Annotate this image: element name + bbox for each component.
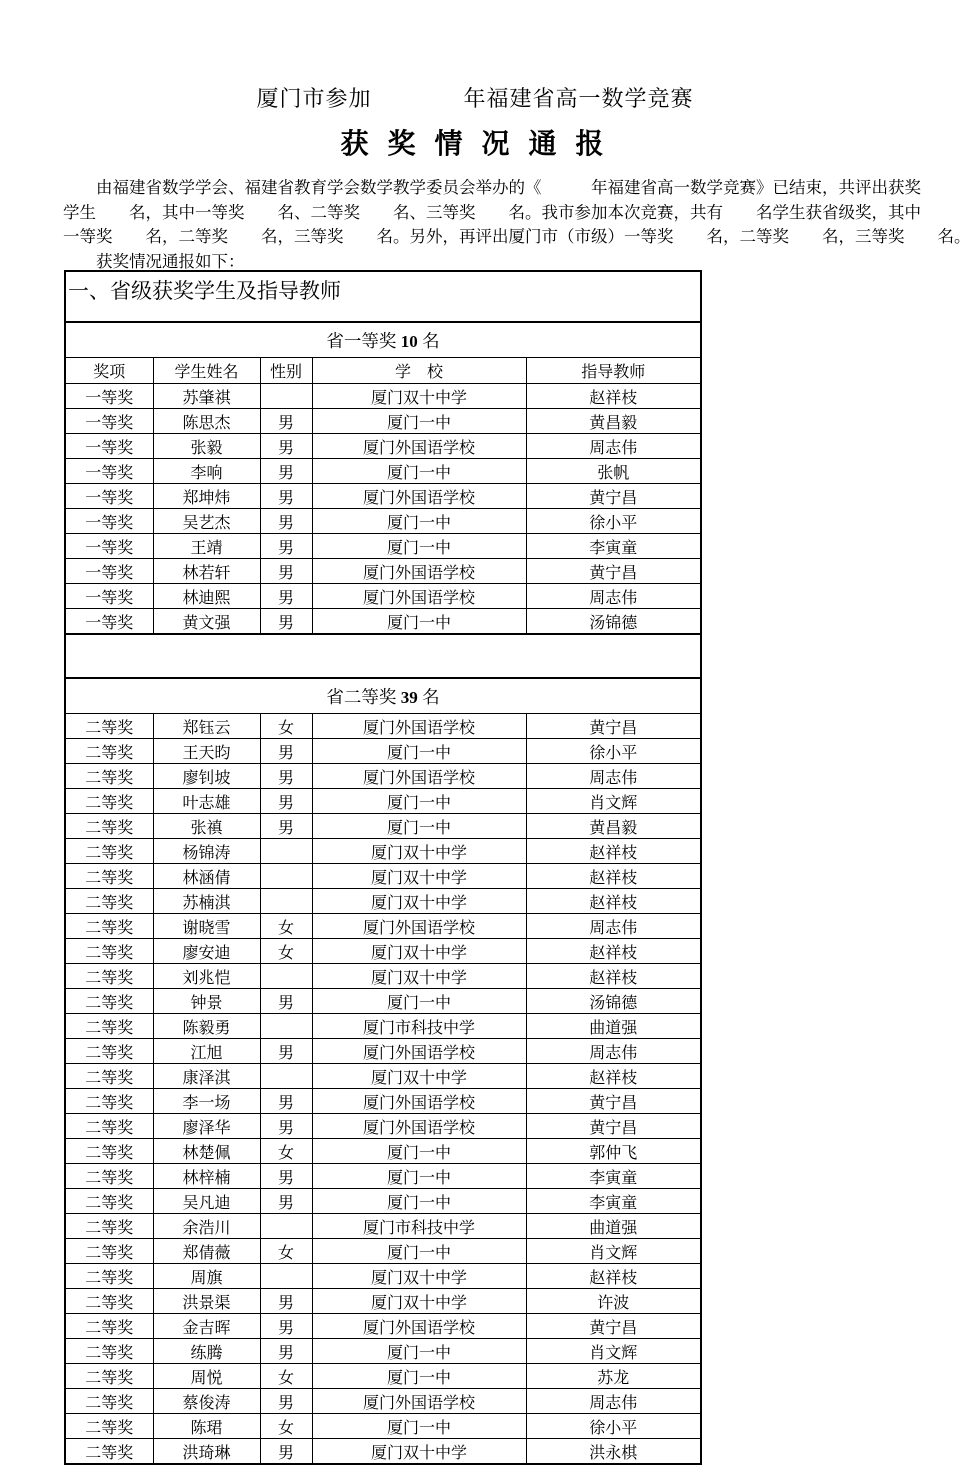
table-row bbox=[65, 989, 701, 1014]
table-row bbox=[65, 1064, 701, 1089]
spacer-row bbox=[65, 634, 701, 678]
cell-teacher: 洪永棋 bbox=[526, 1439, 701, 1465]
cell-student-name: 叶志雄 bbox=[153, 789, 260, 814]
cell-gender bbox=[260, 1014, 312, 1039]
cell-student-name: 陈毅勇 bbox=[153, 1014, 260, 1039]
group-count: 39 bbox=[400, 687, 418, 707]
cell-teacher: 苏龙 bbox=[526, 1364, 701, 1389]
cell-school: 厦门外国语学校 bbox=[312, 714, 526, 739]
section-title: 一、省级获奖学生及指导教师 bbox=[65, 271, 701, 322]
cell-award: 二等奖 bbox=[65, 914, 153, 939]
cell-gender: 男 bbox=[260, 764, 312, 789]
cell-school: 厦门一中 bbox=[312, 1139, 526, 1164]
cell-gender: 男 bbox=[260, 989, 312, 1014]
table-row bbox=[65, 1314, 701, 1339]
cell-student-name: 林楚佩 bbox=[153, 1139, 260, 1164]
cell-award: 二等奖 bbox=[65, 1364, 153, 1389]
cell-student-name: 周悦 bbox=[153, 1364, 260, 1389]
cell-teacher: 曲道强 bbox=[526, 1214, 701, 1239]
spacer-cell bbox=[65, 634, 701, 678]
group-title-row bbox=[65, 322, 701, 358]
cell-teacher: 汤锦德 bbox=[526, 609, 701, 635]
column-header: 性别 bbox=[260, 358, 312, 384]
cell-teacher: 赵祥枝 bbox=[526, 939, 701, 964]
cell-award: 二等奖 bbox=[65, 889, 153, 914]
cell-student-name: 王天昀 bbox=[153, 739, 260, 764]
cell-award: 二等奖 bbox=[65, 1239, 153, 1264]
cell-student-name: 张毅 bbox=[153, 434, 260, 459]
cell-gender: 女 bbox=[260, 1414, 312, 1439]
cell-teacher: 肖文辉 bbox=[526, 789, 701, 814]
group-title-prefix: 省二等奖 bbox=[326, 686, 397, 707]
cell-student-name: 苏肇祺 bbox=[153, 384, 260, 409]
cell-award: 二等奖 bbox=[65, 1014, 153, 1039]
cell-gender: 男 bbox=[260, 484, 312, 509]
cell-gender: 男 bbox=[260, 1039, 312, 1064]
cell-school: 厦门双十中学 bbox=[312, 964, 526, 989]
cell-teacher: 赵祥枝 bbox=[526, 889, 701, 914]
cell-student-name: 李一场 bbox=[153, 1089, 260, 1114]
table-row bbox=[65, 1089, 701, 1114]
cell-award: 一等奖 bbox=[65, 509, 153, 534]
cell-school: 厦门双十中学 bbox=[312, 939, 526, 964]
cell-school: 厦门双十中学 bbox=[312, 384, 526, 409]
table-row bbox=[65, 939, 701, 964]
cell-gender: 男 bbox=[260, 1389, 312, 1414]
cell-teacher: 徐小平 bbox=[526, 739, 701, 764]
cell-award: 二等奖 bbox=[65, 764, 153, 789]
cell-teacher: 李寅童 bbox=[526, 534, 701, 559]
cell-student-name: 吴凡迪 bbox=[153, 1189, 260, 1214]
cell-school: 厦门双十中学 bbox=[312, 864, 526, 889]
table-row bbox=[65, 764, 701, 789]
cell-award: 二等奖 bbox=[65, 1439, 153, 1465]
table-row bbox=[65, 789, 701, 814]
cell-award: 二等奖 bbox=[65, 1189, 153, 1214]
cell-school: 厦门双十中学 bbox=[312, 1264, 526, 1289]
cell-gender: 男 bbox=[260, 584, 312, 609]
cell-teacher: 赵祥枝 bbox=[526, 864, 701, 889]
intro-paragraph bbox=[63, 176, 971, 274]
cell-gender: 女 bbox=[260, 939, 312, 964]
cell-award: 二等奖 bbox=[65, 1064, 153, 1089]
table-row bbox=[65, 534, 701, 559]
cell-teacher: 李寅童 bbox=[526, 1189, 701, 1214]
cell-school: 厦门外国语学校 bbox=[312, 584, 526, 609]
cell-award: 二等奖 bbox=[65, 939, 153, 964]
cell-gender bbox=[260, 1064, 312, 1089]
awards-table-wrapper bbox=[64, 270, 702, 1465]
cell-award: 二等奖 bbox=[65, 1389, 153, 1414]
cell-teacher: 许波 bbox=[526, 1289, 701, 1314]
column-header: 指导教师 bbox=[526, 358, 701, 384]
cell-school: 厦门外国语学校 bbox=[312, 1314, 526, 1339]
cell-school: 厦门一中 bbox=[312, 1239, 526, 1264]
cell-teacher: 郭仲飞 bbox=[526, 1139, 701, 1164]
table-row bbox=[65, 609, 701, 635]
cell-student-name: 吴艺杰 bbox=[153, 509, 260, 534]
cell-gender: 男 bbox=[260, 1314, 312, 1339]
cell-gender: 男 bbox=[260, 814, 312, 839]
cell-school: 厦门外国语学校 bbox=[312, 1039, 526, 1064]
cell-student-name: 王靖 bbox=[153, 534, 260, 559]
group-title bbox=[65, 678, 701, 714]
cell-teacher: 赵祥枝 bbox=[526, 839, 701, 864]
document-subtitle: 获 奖 情 况 通 报 bbox=[340, 129, 610, 160]
group-title-prefix: 省一等奖 bbox=[326, 330, 397, 351]
cell-teacher: 周志伟 bbox=[526, 434, 701, 459]
table-row bbox=[65, 559, 701, 584]
cell-gender: 男 bbox=[260, 459, 312, 484]
cell-teacher: 周志伟 bbox=[526, 584, 701, 609]
table-row bbox=[65, 1164, 701, 1189]
cell-school: 厦门双十中学 bbox=[312, 1439, 526, 1465]
cell-award: 二等奖 bbox=[65, 1089, 153, 1114]
intro-line: 一等奖 名，二等奖 名，三等奖 名。另外，再评出厦门市（市级）一等奖 名，二等奖 名，三等奖 名。 bbox=[63, 227, 971, 246]
cell-school: 厦门外国语学校 bbox=[312, 764, 526, 789]
cell-gender bbox=[260, 1264, 312, 1289]
cell-student-name: 黄文强 bbox=[153, 609, 260, 635]
cell-teacher: 黄昌毅 bbox=[526, 409, 701, 434]
cell-gender: 女 bbox=[260, 714, 312, 739]
table-row bbox=[65, 1114, 701, 1139]
cell-student-name: 林梓楠 bbox=[153, 1164, 260, 1189]
table-row bbox=[65, 1264, 701, 1289]
group-title bbox=[65, 322, 701, 358]
cell-gender: 男 bbox=[260, 1114, 312, 1139]
cell-student-name: 林迪熙 bbox=[153, 584, 260, 609]
cell-gender: 男 bbox=[260, 1339, 312, 1364]
cell-school: 厦门外国语学校 bbox=[312, 1114, 526, 1139]
cell-award: 一等奖 bbox=[65, 584, 153, 609]
cell-award: 二等奖 bbox=[65, 1414, 153, 1439]
cell-school: 厦门一中 bbox=[312, 989, 526, 1014]
cell-school: 厦门双十中学 bbox=[312, 1064, 526, 1089]
cell-school: 厦门外国语学校 bbox=[312, 914, 526, 939]
cell-gender: 女 bbox=[260, 914, 312, 939]
table-row bbox=[65, 814, 701, 839]
cell-teacher: 肖文辉 bbox=[526, 1239, 701, 1264]
cell-gender: 男 bbox=[260, 1439, 312, 1465]
cell-student-name: 郑倩薇 bbox=[153, 1239, 260, 1264]
table-row bbox=[65, 839, 701, 864]
table-row bbox=[65, 1039, 701, 1064]
cell-student-name: 林若轩 bbox=[153, 559, 260, 584]
cell-school: 厦门一中 bbox=[312, 534, 526, 559]
cell-school: 厦门一中 bbox=[312, 459, 526, 484]
cell-gender: 男 bbox=[260, 409, 312, 434]
cell-gender: 女 bbox=[260, 1239, 312, 1264]
cell-gender: 男 bbox=[260, 609, 312, 635]
table-row bbox=[65, 1364, 701, 1389]
cell-teacher: 徐小平 bbox=[526, 509, 701, 534]
cell-gender: 男 bbox=[260, 739, 312, 764]
cell-school: 厦门一中 bbox=[312, 1339, 526, 1364]
cell-teacher: 曲道强 bbox=[526, 1014, 701, 1039]
cell-student-name: 郑坤炜 bbox=[153, 484, 260, 509]
cell-gender: 男 bbox=[260, 559, 312, 584]
cell-school: 厦门双十中学 bbox=[312, 839, 526, 864]
cell-school: 厦门一中 bbox=[312, 609, 526, 635]
awards-table bbox=[64, 270, 702, 1465]
cell-teacher: 汤锦德 bbox=[526, 989, 701, 1014]
cell-school: 厦门一中 bbox=[312, 509, 526, 534]
table-row bbox=[65, 914, 701, 939]
cell-award: 二等奖 bbox=[65, 1114, 153, 1139]
table-row bbox=[65, 484, 701, 509]
cell-award: 二等奖 bbox=[65, 839, 153, 864]
cell-student-name: 洪琦琳 bbox=[153, 1439, 260, 1465]
cell-school: 厦门外国语学校 bbox=[312, 559, 526, 584]
cell-gender: 男 bbox=[260, 509, 312, 534]
cell-award: 一等奖 bbox=[65, 409, 153, 434]
table-row bbox=[65, 964, 701, 989]
cell-gender: 男 bbox=[260, 434, 312, 459]
intro-line: 由福建省数学学会、福建省教育学会数学教学委员会举办的《 年福建省高一数学竞赛》已结束，共评出获奖 bbox=[63, 178, 921, 197]
cell-gender bbox=[260, 384, 312, 409]
table-row bbox=[65, 1214, 701, 1239]
cell-teacher: 周志伟 bbox=[526, 1389, 701, 1414]
table-row bbox=[65, 1014, 701, 1039]
group-title-row bbox=[65, 678, 701, 714]
cell-school: 厦门一中 bbox=[312, 1164, 526, 1189]
column-header: 学 校 bbox=[312, 358, 526, 384]
table-row bbox=[65, 509, 701, 534]
table-row bbox=[65, 434, 701, 459]
cell-gender: 男 bbox=[260, 789, 312, 814]
cell-student-name: 廖安迪 bbox=[153, 939, 260, 964]
cell-student-name: 金吉晖 bbox=[153, 1314, 260, 1339]
cell-award: 二等奖 bbox=[65, 714, 153, 739]
cell-student-name: 康泽淇 bbox=[153, 1064, 260, 1089]
cell-school: 厦门双十中学 bbox=[312, 889, 526, 914]
cell-school: 厦门市科技中学 bbox=[312, 1214, 526, 1239]
column-header-row bbox=[65, 358, 701, 384]
cell-student-name: 蔡俊涛 bbox=[153, 1389, 260, 1414]
cell-award: 二等奖 bbox=[65, 864, 153, 889]
cell-school: 厦门一中 bbox=[312, 739, 526, 764]
cell-school: 厦门一中 bbox=[312, 1189, 526, 1214]
cell-school: 厦门外国语学校 bbox=[312, 484, 526, 509]
section-header-row bbox=[65, 271, 701, 322]
cell-gender: 男 bbox=[260, 1164, 312, 1189]
cell-award: 一等奖 bbox=[65, 609, 153, 635]
table-row bbox=[65, 1414, 701, 1439]
table-row bbox=[65, 409, 701, 434]
group-title-suffix: 名 bbox=[422, 330, 440, 351]
table-row bbox=[65, 1189, 701, 1214]
cell-award: 二等奖 bbox=[65, 1264, 153, 1289]
cell-gender: 男 bbox=[260, 1089, 312, 1114]
cell-student-name: 张禛 bbox=[153, 814, 260, 839]
cell-award: 一等奖 bbox=[65, 484, 153, 509]
cell-gender bbox=[260, 864, 312, 889]
cell-teacher: 黄宁昌 bbox=[526, 559, 701, 584]
cell-award: 二等奖 bbox=[65, 814, 153, 839]
cell-student-name: 钟景 bbox=[153, 989, 260, 1014]
cell-award: 一等奖 bbox=[65, 534, 153, 559]
cell-award: 一等奖 bbox=[65, 559, 153, 584]
cell-student-name: 杨锦涛 bbox=[153, 839, 260, 864]
table-row bbox=[65, 1139, 701, 1164]
table-row bbox=[65, 739, 701, 764]
table-row bbox=[65, 1289, 701, 1314]
cell-teacher: 黄昌毅 bbox=[526, 814, 701, 839]
cell-school: 厦门一中 bbox=[312, 1414, 526, 1439]
table-row bbox=[65, 584, 701, 609]
cell-school: 厦门外国语学校 bbox=[312, 434, 526, 459]
table-row bbox=[65, 1239, 701, 1264]
cell-award: 二等奖 bbox=[65, 1339, 153, 1364]
document-title: 厦门市参加 年福建省高一数学竞赛 bbox=[256, 86, 694, 111]
cell-teacher: 徐小平 bbox=[526, 1414, 701, 1439]
intro-line: 获奖情况通报如下： bbox=[63, 251, 245, 271]
cell-gender: 男 bbox=[260, 534, 312, 559]
cell-teacher: 黄宁昌 bbox=[526, 714, 701, 739]
cell-student-name: 廖钊坡 bbox=[153, 764, 260, 789]
cell-student-name: 苏楠淇 bbox=[153, 889, 260, 914]
table-row bbox=[65, 864, 701, 889]
cell-student-name: 廖泽华 bbox=[153, 1114, 260, 1139]
cell-teacher: 黄宁昌 bbox=[526, 1089, 701, 1114]
cell-teacher: 张帆 bbox=[526, 459, 701, 484]
cell-school: 厦门一中 bbox=[312, 789, 526, 814]
cell-award: 二等奖 bbox=[65, 1314, 153, 1339]
cell-gender: 女 bbox=[260, 1139, 312, 1164]
cell-gender bbox=[260, 964, 312, 989]
cell-award: 二等奖 bbox=[65, 1289, 153, 1314]
cell-award: 二等奖 bbox=[65, 1039, 153, 1064]
cell-award: 二等奖 bbox=[65, 789, 153, 814]
cell-teacher: 肖文辉 bbox=[526, 1339, 701, 1364]
cell-teacher: 李寅童 bbox=[526, 1164, 701, 1189]
cell-school: 厦门外国语学校 bbox=[312, 1389, 526, 1414]
cell-school: 厦门外国语学校 bbox=[312, 1089, 526, 1114]
cell-school: 厦门市科技中学 bbox=[312, 1014, 526, 1039]
cell-award: 一等奖 bbox=[65, 434, 153, 459]
cell-school: 厦门双十中学 bbox=[312, 1289, 526, 1314]
table-row bbox=[65, 384, 701, 409]
cell-award: 二等奖 bbox=[65, 964, 153, 989]
column-header: 学生姓名 bbox=[153, 358, 260, 384]
group-title-suffix: 名 bbox=[422, 686, 440, 707]
table-row bbox=[65, 1439, 701, 1465]
cell-student-name: 李响 bbox=[153, 459, 260, 484]
cell-teacher: 赵祥枝 bbox=[526, 1064, 701, 1089]
table-row bbox=[65, 459, 701, 484]
cell-teacher: 赵祥枝 bbox=[526, 1264, 701, 1289]
cell-gender bbox=[260, 1214, 312, 1239]
cell-award: 二等奖 bbox=[65, 1139, 153, 1164]
cell-teacher: 周志伟 bbox=[526, 914, 701, 939]
cell-gender bbox=[260, 839, 312, 864]
table-row bbox=[65, 1339, 701, 1364]
cell-gender: 男 bbox=[260, 1189, 312, 1214]
cell-student-name: 郑钰云 bbox=[153, 714, 260, 739]
cell-school: 厦门一中 bbox=[312, 814, 526, 839]
cell-gender: 男 bbox=[260, 1289, 312, 1314]
group-count: 10 bbox=[400, 331, 418, 351]
cell-student-name: 周旗 bbox=[153, 1264, 260, 1289]
cell-teacher: 周志伟 bbox=[526, 764, 701, 789]
intro-line: 学生 名，其中一等奖 名、二等奖 名、三等奖 名。我市参加本次竞赛，共有 名学生获省级奖，其中 bbox=[63, 202, 921, 222]
table-row bbox=[65, 1389, 701, 1414]
cell-teacher: 赵祥枝 bbox=[526, 384, 701, 409]
cell-gender: 女 bbox=[260, 1364, 312, 1389]
cell-teacher: 黄宁昌 bbox=[526, 1314, 701, 1339]
cell-school: 厦门一中 bbox=[312, 409, 526, 434]
cell-gender bbox=[260, 889, 312, 914]
cell-student-name: 练腾 bbox=[153, 1339, 260, 1364]
cell-student-name: 林涵倩 bbox=[153, 864, 260, 889]
cell-student-name: 余浩川 bbox=[153, 1214, 260, 1239]
cell-teacher: 黄宁昌 bbox=[526, 1114, 701, 1139]
cell-award: 二等奖 bbox=[65, 739, 153, 764]
cell-student-name: 刘兆恺 bbox=[153, 964, 260, 989]
cell-teacher: 赵祥枝 bbox=[526, 964, 701, 989]
cell-student-name: 陈珺 bbox=[153, 1414, 260, 1439]
cell-student-name: 陈思杰 bbox=[153, 409, 260, 434]
cell-student-name: 谢晓雪 bbox=[153, 914, 260, 939]
table-row bbox=[65, 714, 701, 739]
cell-teacher: 周志伟 bbox=[526, 1039, 701, 1064]
cell-award: 一等奖 bbox=[65, 384, 153, 409]
cell-award: 二等奖 bbox=[65, 989, 153, 1014]
cell-award: 二等奖 bbox=[65, 1164, 153, 1189]
cell-student-name: 江旭 bbox=[153, 1039, 260, 1064]
table-row bbox=[65, 889, 701, 914]
cell-student-name: 洪景渠 bbox=[153, 1289, 260, 1314]
cell-award: 一等奖 bbox=[65, 459, 153, 484]
cell-school: 厦门一中 bbox=[312, 1364, 526, 1389]
column-header: 奖项 bbox=[65, 358, 153, 384]
cell-award: 二等奖 bbox=[65, 1214, 153, 1239]
cell-teacher: 黄宁昌 bbox=[526, 484, 701, 509]
